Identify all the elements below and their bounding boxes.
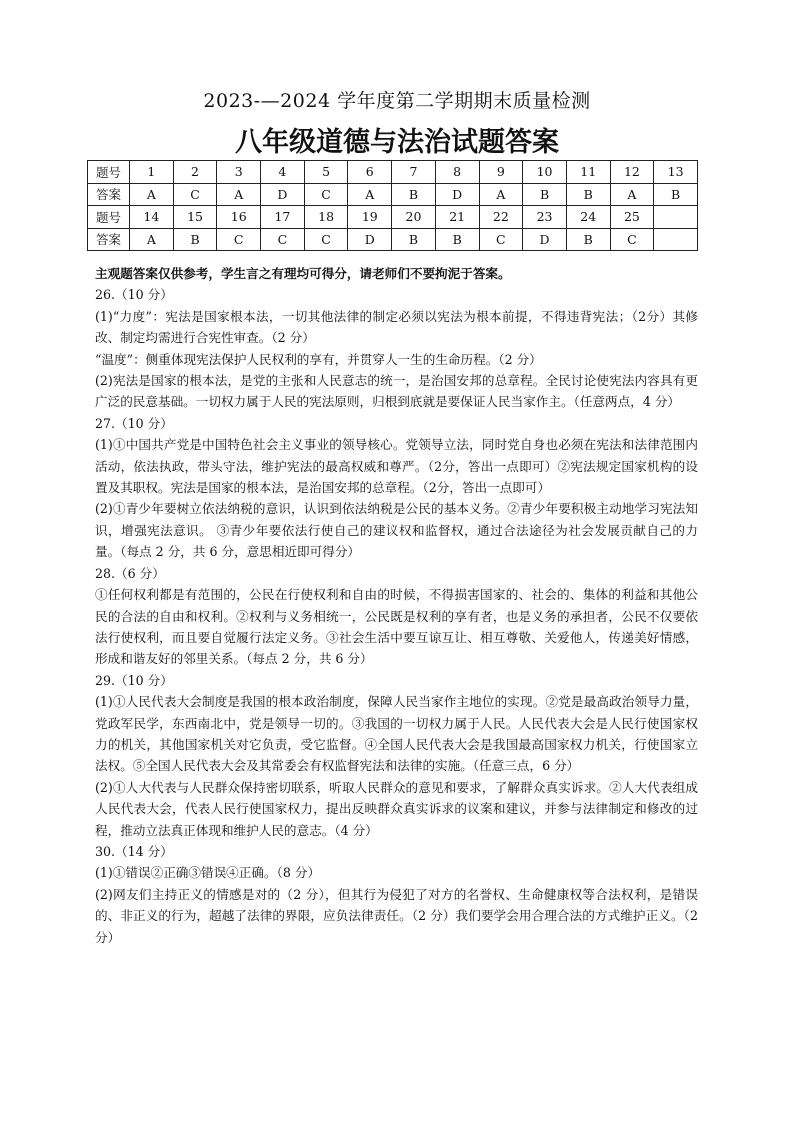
question-heading-26: 26.（10 分） [95,287,173,303]
table-cell: D [523,228,567,251]
table-cell: 15 [173,206,217,229]
table-cell: 7 [392,161,436,184]
table-header-cell: 题号 [88,206,130,229]
table-cell: B [173,228,217,251]
table-cell: B [566,183,610,206]
table-cell: 12 [610,161,654,184]
table-cell: 6 [348,161,392,184]
answer-paragraph: (1)①错误②正确③错误④正确。（8 分） [95,865,321,881]
table-cell: D [435,183,479,206]
answer-paragraph: (1)“力度”：宪法是国家根本法，一切其他法律的制定必须以宪法为根本前提，不得违背宪法；（2分）其修改、制定均需进行合宪性审查。（2 分） [95,308,698,346]
question-heading-28: 28.（6 分） [95,565,165,581]
table-cell: C [261,228,305,251]
table-cell: 24 [566,206,610,229]
table-cell: C [610,228,654,251]
table-cell: 18 [304,206,348,229]
answer-paragraph: (2)①人大代表与人民群众保持密切联系，听取人民群众的意见和要求，了解群众真实诉求。②人大代表组成人民代表大会，代表人民行使国家权力，提出反映群众真实诉求的议案和建议，并参与法律制定和修改的过程，推动立法真正体现和维护人民的意志。（4 分） [95,779,698,838]
answer-paragraph: “温度”：侧重体现宪法保护人民权利的享有，并贯穿人一生的生命历程。（2 分） [95,351,542,367]
answer-body [95,263,698,948]
table-cell: 5 [304,161,348,184]
question-heading-30: 30.（14 分） [95,843,173,859]
table-cell [654,206,698,229]
table-cell: C [304,183,348,206]
answer-paragraph: (1)①人民代表大会制度是我国的根本政治制度，保障人民当家作主地位的实现。②党是最高政治领导力量，党政军民学，东西南北中，党是领导一切的。③我国的一切权力属于人民。人民代表大会是人民行使国家权力的机关，其他国家机关对它负责，受它监督。④全国人民代表大会是我国最高国家权力机关，行使国家立法权。⑤全国人民代表大会及其常委会有权监督宪法和法律的实施。（任意三点，6 分） [95,694,698,774]
table-cell: A [217,183,261,206]
table-cell: 23 [523,206,567,229]
table-cell: 13 [654,161,698,184]
table-cell: 11 [566,161,610,184]
table-cell: 4 [261,161,305,184]
answer-paragraph: ①任何权利都是有范围的，公民在行使权利和自由的时候，不得损害国家的、社会的、集体的利益和其他公民的合法的自由和权利。②权利与义务相统一，公民既是权利的享有者，也是义务的承担者，公民不仅要依法行使权利，而且要自觉履行法定义务。③社会生活中要互谅互让、相互尊敬、关爱他人，传递美好情感，形成和谐友好的邻里关系。（每点 2 分，共 6 分） [95,587,698,667]
table-cell: C [304,228,348,251]
table-cell: B [392,228,436,251]
question-heading-27: 27.（10 分） [95,415,173,431]
table-cell: A [130,183,174,206]
table-cell: D [261,183,305,206]
table-cell [654,228,698,251]
table-header-cell: 答案 [88,228,130,251]
table-cell: B [523,183,567,206]
table-cell: B [566,228,610,251]
table-cell: A [348,183,392,206]
table-cell: 22 [479,206,523,229]
table-row [88,228,698,251]
table-cell: C [217,228,261,251]
table-header-cell: 题号 [88,161,130,184]
table-row [88,161,698,184]
answer-key-title: 八年级道德与法治试题答案 [235,127,559,158]
answer-paragraph: (2)宪法是国家的根本法，是党的主张和人民意志的统一，是治国安邦的总章程。全民讨论使宪法内容具有更广泛的民意基础。一切权力属于人民的宪法原则，归根到底就是要保证人民当家作主。（任意两点，4 分） [95,373,698,410]
table-cell: 25 [610,206,654,229]
table-cell: B [654,183,698,206]
table-row [88,183,698,206]
table-cell: D [348,228,392,251]
table-cell: B [435,228,479,251]
table-cell: B [392,183,436,206]
table-cell: 2 [173,161,217,184]
answer-paragraph: (2)①青少年要树立依法纳税的意识，认识到依法纳税是公民的基本义务。②青少年要积极主动地学习宪法知识，增强宪法意识。 ③青少年要依法行使自己的建议权和监督权，通过合法途径为社会发展贡献自己的力量。（每点 2 分，共 6 分，意思相近即可得分） [95,501,698,560]
table-cell: 14 [130,206,174,229]
table-cell: 8 [435,161,479,184]
table-cell: A [479,183,523,206]
exam-term-title: 2023-—2024 学年度第二学期期末质量检测 [203,90,591,112]
table-cell: C [479,228,523,251]
table-cell: 20 [392,206,436,229]
table-cell: A [610,183,654,206]
table-cell: C [173,183,217,206]
answer-paragraph: (2)网友们主持正义的情感是对的（2 分），但其行为侵犯了对方的名誉权、生命健康权等合法权利，是错误的、非正义的行为，超越了法律的界限，应负法律责任。（2 分）我们要学会用合理合法的方式维护正义。（2 分） [95,886,698,945]
question-heading-29: 29.（10 分） [95,672,173,688]
table-cell: 1 [130,161,174,184]
grading-notice: 主观题答案仅供参考，学生言之有理均可得分，请老师们不要拘泥于答案。 [95,266,511,281]
table-cell: 16 [217,206,261,229]
answer-paragraph: (1)①中国共产党是中国特色社会主义事业的领导核心。党领导立法，同时党自身也必须在宪法和法律范围内活动，依法执政，带头守法，维护宪法的最高权威和尊严。（2分，答出一点即可）②宪法规定国家机构的设置及其职权。宪法是国家的根本法，是治国安邦的总章程。（2分，答出一点即可） [95,437,698,496]
table-cell: 3 [217,161,261,184]
table-cell: A [130,228,174,251]
answer-table [87,160,698,251]
table-cell: 9 [479,161,523,184]
table-row [88,206,698,229]
table-cell: 17 [261,206,305,229]
table-header-cell: 答案 [88,183,130,206]
table-cell: 10 [523,161,567,184]
table-cell: 19 [348,206,392,229]
table-cell: 21 [435,206,479,229]
